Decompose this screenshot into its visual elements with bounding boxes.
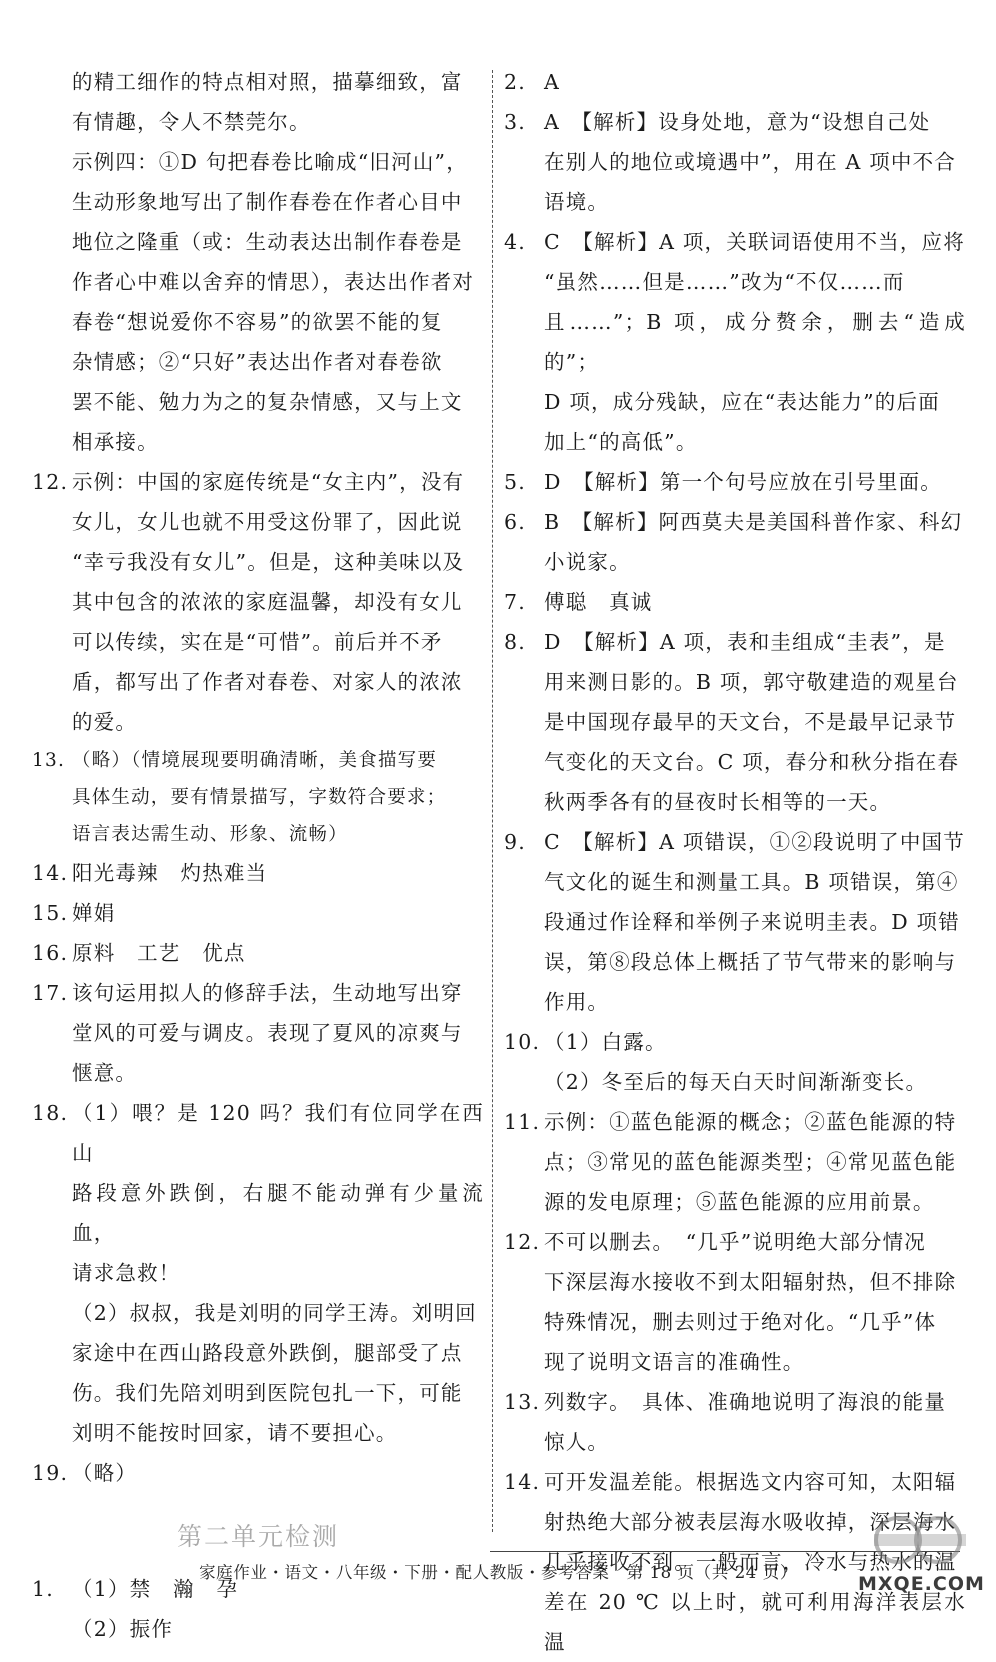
- answer-number: 15.: [32, 901, 69, 925]
- text-line: 下深层海水接收不到太阳辐射热，但不排除: [544, 1270, 957, 1294]
- text-line: 秋两季各有的昼夜时长相等的一天。: [544, 790, 892, 814]
- text-line: 盾，都写出了作者对春卷、对家人的浓浓: [72, 670, 463, 694]
- answer-item: [504, 62, 966, 102]
- text-line: 差在 20 ℃ 以上时，就可利用海洋表层水温: [544, 1590, 966, 1654]
- answer-text: [72, 1453, 484, 1493]
- text-line: 可以传续，实在是“可惜”。前后并不矛: [72, 630, 443, 654]
- answer-number: 8.: [504, 630, 526, 654]
- text-line: （1）禁 瀚 孕: [72, 1577, 239, 1601]
- text-line: 示例四：①D 句把春卷比喻成“旧河山”，: [72, 150, 468, 174]
- text-line: 杂情感；②“只好”表达出作者对春卷欲: [72, 350, 443, 374]
- answer-number: 14.: [504, 1470, 541, 1494]
- text-line: 伤。我们先陪刘明到医院包扎一下，可能: [72, 1381, 463, 1405]
- answer-text: [72, 462, 484, 742]
- answer-item: [32, 933, 484, 973]
- answer-item: [504, 822, 966, 1022]
- text-line: 不可以删去。 “几乎”说明绝大部分情况: [544, 1230, 927, 1254]
- text-line: 用来测日影的。B 项，郭守敬建造的观星台: [544, 670, 959, 694]
- text-line: 生动形象地写出了制作春卷在作者心目中: [72, 190, 463, 214]
- text-line: D 项，成分残缺，应在“表达能力”的后面: [544, 390, 940, 414]
- right-column: [504, 62, 966, 1662]
- answer-item: [504, 102, 966, 222]
- answer-item: [504, 1022, 966, 1102]
- example-four: [72, 142, 484, 462]
- answer-number: 6.: [504, 510, 526, 534]
- text-line: 家途中在西山路段意外跌倒，腿部受了点: [72, 1341, 463, 1365]
- text-line: C 【解析】A 项，关联词语使用不当，应将: [544, 230, 965, 254]
- answer-number: 16.: [32, 941, 69, 965]
- answer-text: [72, 973, 484, 1093]
- text-line: 惊人。: [544, 1430, 610, 1454]
- answer-number: 19.: [32, 1461, 69, 1485]
- text-line: 的爱。: [72, 710, 138, 734]
- text-line: 源的发电原理；⑤蓝色能源的应用前景。: [544, 1190, 935, 1214]
- answer-number: 13.: [32, 750, 66, 771]
- answer-item: [32, 853, 484, 893]
- text-line: 其中包含的浓浓的家庭温馨，却没有女儿: [72, 590, 463, 614]
- text-line: （1）喂？是 120 吗？我们有位同学在西山: [72, 1101, 484, 1165]
- text-line: 请求急救！: [72, 1261, 181, 1285]
- answer-text: [544, 622, 966, 822]
- answer-text: [544, 462, 966, 502]
- answer-item: [504, 622, 966, 822]
- answer-number: 1.: [32, 1577, 54, 1601]
- text-line: 堂风的可爱与调皮。表现了夏风的凉爽与: [72, 1021, 463, 1045]
- answer-item: [504, 1102, 966, 1222]
- text-line: 气变化的天文台。C 项，春分和秋分指在春: [544, 750, 960, 774]
- watermark-text: MXQE.COM: [858, 1573, 985, 1595]
- text-line: 原料 工艺 优点: [72, 941, 246, 965]
- text-line: 婵娟: [72, 901, 116, 925]
- text-line: 罢不能、勉力为之的复杂情感，又与上文: [72, 390, 463, 414]
- page-footer: 家庭作业・语文・八年级・下册・配人教版・参考答案 第 18 页（共 24 页）: [199, 1563, 797, 1582]
- text-line: “幸亏我没有女儿”。但是，这种美味以及: [72, 550, 465, 574]
- answer-item: [32, 893, 484, 933]
- answer-text: [72, 893, 484, 933]
- text-line: 在别人的地位或境遇中”，用在 A 项中不合: [544, 150, 957, 174]
- answer-number: 3.: [504, 110, 526, 134]
- text-line: “虽然……但是……”改为“不仅……而: [544, 270, 905, 294]
- answer-number: 7.: [504, 590, 526, 614]
- text-line: 路段意外跌倒，右腿不能动弹有少量流血，: [72, 1181, 484, 1245]
- answer-number: 14.: [32, 861, 69, 885]
- answer-number: 9.: [504, 830, 526, 854]
- text-line: 该句运用拟人的修辞手法，生动地写出穿: [72, 981, 463, 1005]
- text-line: 可开发温差能。根据选文内容可知，太阳辐: [544, 1470, 957, 1494]
- text-line: 春卷“想说爱你不容易”的欲罢不能的复: [72, 310, 443, 334]
- text-line: 段通过作诠释和举例子来说明圭表。D 项错: [544, 910, 960, 934]
- answer-item: [504, 1382, 966, 1462]
- text-line: 气文化的诞生和测量工具。B 项错误，第④: [544, 870, 959, 894]
- text-line: 且……”；B 项，成分赘余，删去“造成的”；: [544, 310, 966, 374]
- text-line: （2）叔叔，我是刘明的同学王涛。刘明回: [72, 1301, 477, 1325]
- text-line: 误，第⑧段总体上概括了节气带来的影响与: [544, 950, 957, 974]
- answer-item: [504, 502, 966, 582]
- answer-text: [544, 62, 966, 102]
- answer-text: [544, 582, 966, 622]
- answer-number: 13.: [504, 1390, 541, 1414]
- text-line: B 【解析】阿西莫夫是美国科普作家、科幻: [544, 510, 963, 534]
- text-line: （1）白露。: [544, 1030, 667, 1054]
- left-answer-list: [32, 462, 484, 1493]
- text-line: A: [544, 70, 561, 94]
- text-line: 语言表达需生动、形象、流畅）: [72, 824, 348, 845]
- text-line: 有情趣，令人不禁莞尔。: [72, 110, 311, 134]
- answer-item: [504, 222, 966, 462]
- answer-number: 12.: [32, 470, 69, 494]
- answer-text: [544, 822, 966, 1022]
- text-line: 小说家。: [544, 550, 631, 574]
- text-line: 现了说明文语言的准确性。: [544, 1350, 805, 1374]
- answer-text: [544, 1102, 966, 1222]
- answer-item: [32, 462, 484, 742]
- text-line: （略）: [72, 1461, 138, 1485]
- answer-item: [504, 1222, 966, 1382]
- text-line: 点；③常见的蓝色能源类型；④常见蓝色能: [544, 1150, 957, 1174]
- text-line: 几乎接收不到。一般而言，冷水与热水的温: [544, 1550, 957, 1574]
- text-line: 刘明不能按时回家，请不要担心。: [72, 1421, 398, 1445]
- answer-item: [32, 1609, 484, 1649]
- answer-number: 5.: [504, 470, 526, 494]
- text-line: 示例：中国的家庭传统是“女主内”，没有: [72, 470, 465, 494]
- text-line: 地位之隆重（或：生动表达出制作春卷是: [72, 230, 463, 254]
- text-line: A 【解析】设身处地，意为“设想自己处: [544, 110, 931, 134]
- answer-number: 2.: [504, 70, 526, 94]
- answer-text: [544, 502, 966, 582]
- text-line: 加上“的高低”。: [544, 430, 698, 454]
- answer-text: [72, 742, 484, 853]
- text-line: 特殊情况，删去则过于绝对化。“几乎”体: [544, 1310, 937, 1334]
- text-line: 惬意。: [72, 1061, 138, 1085]
- text-line: 语境。: [544, 190, 610, 214]
- answer-text: [544, 1022, 966, 1102]
- text-line: 的精工细作的特点相对照，描摹细致，富: [72, 70, 463, 94]
- right-answer-list: [504, 62, 966, 1662]
- answer-text: [544, 102, 966, 222]
- text-line: （2）冬至后的每天白天时间渐渐变长。: [544, 1070, 928, 1094]
- text-line: 相承接。: [72, 430, 159, 454]
- text-line: C 【解析】A 项错误，①②段说明了中国节: [544, 830, 965, 854]
- answer-text: [72, 1609, 484, 1649]
- text-line: 射热绝大部分被表层海水吸收掉，深层海水: [544, 1510, 957, 1534]
- text-line: 示例：①蓝色能源的概念；②蓝色能源的特: [544, 1110, 957, 1134]
- answer-number: 18.: [32, 1101, 69, 1125]
- text-line: D 【解析】A 项，表和圭组成“圭表”，是: [544, 630, 946, 654]
- answer-number: 10.: [504, 1030, 541, 1054]
- answer-number: 17.: [32, 981, 69, 1005]
- answer-item: [32, 1453, 484, 1493]
- text-line: 傅聪 真诚: [544, 590, 653, 614]
- answer-item: [32, 1093, 484, 1453]
- answer-text: [544, 1222, 966, 1382]
- answer-item: [504, 582, 966, 622]
- answer-text: [72, 933, 484, 973]
- text-line: 具体生动，要有情景描写，字数符合要求；: [72, 787, 447, 808]
- answer-item: [32, 742, 484, 853]
- unit-title: 第二单元检测: [176, 1522, 339, 1551]
- text-line: D 【解析】第一个句号应放在引号里面。: [544, 470, 942, 494]
- answer-text: [544, 222, 966, 462]
- left-column: [32, 62, 484, 1649]
- text-line: 列数字。 具体、准确地说明了海浪的能量: [544, 1390, 947, 1414]
- answer-number: 12.: [504, 1230, 541, 1254]
- answer-item: [32, 973, 484, 1093]
- text-line: 女儿，女儿也就不用受这份罪了，因此说: [72, 510, 463, 534]
- text-line: （略）（情境展现要明确清晰，美食描写要: [72, 750, 438, 771]
- text-line: 阳光毒辣 灼热难当: [72, 861, 268, 885]
- text-line: 是中国现存最早的天文台，不是最早记录节: [544, 710, 957, 734]
- answer-text: [72, 1093, 484, 1453]
- intro-paragraph: [72, 62, 484, 142]
- answer-text: [544, 1382, 966, 1462]
- answer-text: [72, 853, 484, 893]
- text-line: 作者心中难以舍弃的情思），表达出作者对: [72, 270, 475, 294]
- answer-item: [504, 462, 966, 502]
- text-line: （2）振作: [72, 1617, 174, 1641]
- answer-number: 4.: [504, 230, 526, 254]
- text-line: 作用。: [544, 990, 610, 1014]
- answer-number: 11.: [504, 1110, 541, 1134]
- column-divider: [492, 70, 493, 1532]
